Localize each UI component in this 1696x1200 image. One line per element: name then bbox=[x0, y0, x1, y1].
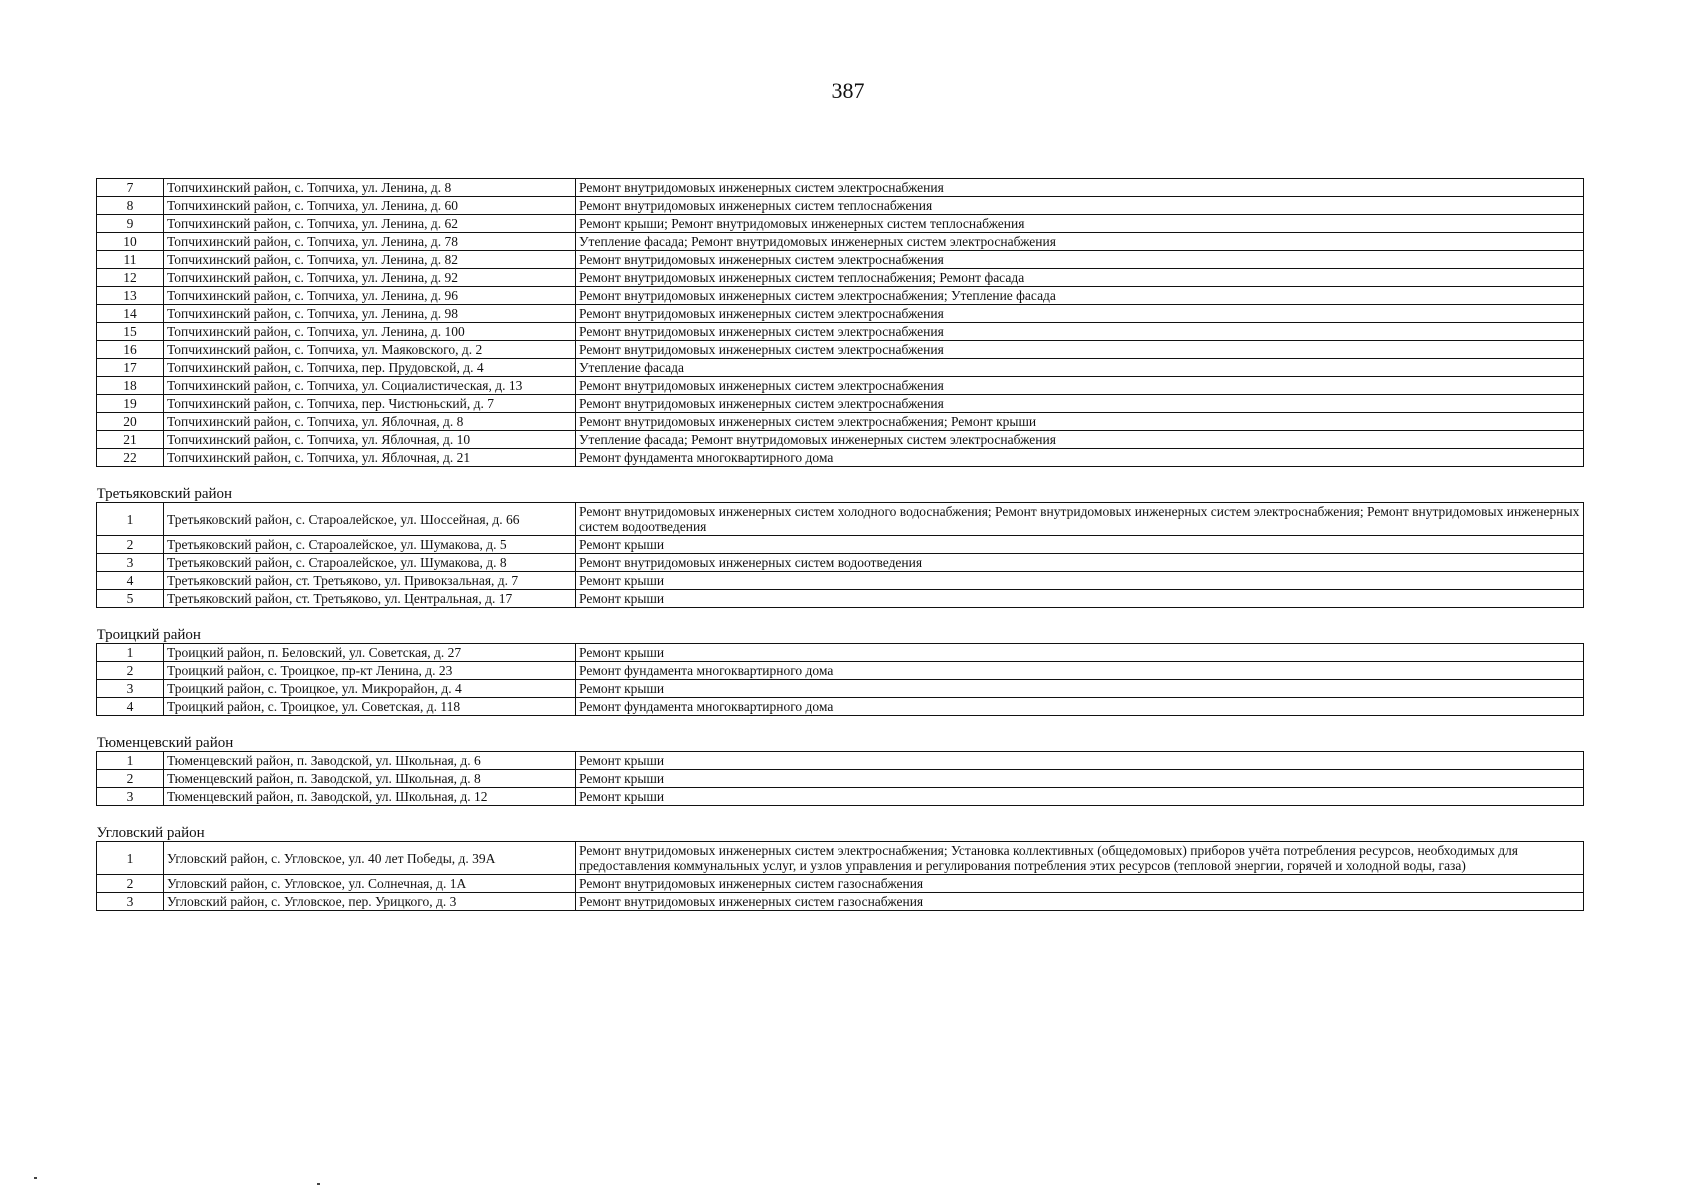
row-address: Топчихинский район, с. Топчиха, ул. Ленина, д. 98 bbox=[164, 305, 576, 323]
row-address: Угловский район, с. Угловское, ул. Солнечная, д. 1А bbox=[164, 875, 576, 893]
row-number: 8 bbox=[97, 197, 164, 215]
table-row bbox=[97, 536, 1584, 554]
row-work: Ремонт внутридомовых инженерных систем электроснабжения; Ремонт крыши bbox=[576, 413, 1584, 431]
row-address: Угловский район, с. Угловское, пер. Урицкого, д. 3 bbox=[164, 893, 576, 911]
row-number: 1 bbox=[97, 842, 164, 875]
row-address: Топчихинский район, с. Топчиха, пер. Прудовской, д. 4 bbox=[164, 359, 576, 377]
table-row bbox=[97, 893, 1584, 911]
row-address: Троицкий район, с. Троицкое, ул. Микрорайон, д. 4 bbox=[164, 680, 576, 698]
table-row bbox=[97, 680, 1584, 698]
row-address: Тюменцевский район, п. Заводской, ул. Школьная, д. 8 bbox=[164, 770, 576, 788]
row-address: Третьяковский район, ст. Третьяково, ул. Привокзальная, д. 7 bbox=[164, 572, 576, 590]
table-row bbox=[97, 572, 1584, 590]
table-row bbox=[97, 395, 1584, 413]
section-header-row bbox=[97, 608, 1584, 644]
scan-speck bbox=[34, 1177, 37, 1179]
section-header-row bbox=[97, 467, 1584, 503]
row-work: Утепление фасада; Ремонт внутридомовых инженерных систем электроснабжения bbox=[576, 431, 1584, 449]
row-work: Ремонт внутридомовых инженерных систем электроснабжения bbox=[576, 323, 1584, 341]
row-number: 12 bbox=[97, 269, 164, 287]
row-number: 10 bbox=[97, 233, 164, 251]
row-work: Ремонт крыши bbox=[576, 770, 1584, 788]
row-address: Троицкий район, с. Троицкое, ул. Советская, д. 118 bbox=[164, 698, 576, 716]
row-number: 11 bbox=[97, 251, 164, 269]
row-work: Ремонт крыши bbox=[576, 680, 1584, 698]
row-number: 3 bbox=[97, 893, 164, 911]
table-body bbox=[97, 179, 1584, 911]
table-row bbox=[97, 215, 1584, 233]
row-work: Ремонт внутридомовых инженерных систем электроснабжения bbox=[576, 341, 1584, 359]
row-work: Ремонт крыши bbox=[576, 572, 1584, 590]
table-row bbox=[97, 233, 1584, 251]
row-work: Ремонт крыши bbox=[576, 752, 1584, 770]
row-address: Топчихинский район, с. Топчиха, ул. Ленина, д. 100 bbox=[164, 323, 576, 341]
table-row bbox=[97, 698, 1584, 716]
row-work: Ремонт внутридомовых инженерных систем электроснабжения bbox=[576, 377, 1584, 395]
row-work: Ремонт внутридомовых инженерных систем теплоснабжения; Ремонт фасада bbox=[576, 269, 1584, 287]
row-work: Ремонт внутридомовых инженерных систем электроснабжения; Утепление фасада bbox=[576, 287, 1584, 305]
row-address: Тюменцевский район, п. Заводской, ул. Школьная, д. 12 bbox=[164, 788, 576, 806]
row-number: 3 bbox=[97, 554, 164, 572]
row-work: Утепление фасада; Ремонт внутридомовых инженерных систем электроснабжения bbox=[576, 233, 1584, 251]
row-work: Ремонт крыши bbox=[576, 788, 1584, 806]
row-number: 9 bbox=[97, 215, 164, 233]
row-work: Ремонт крыши; Ремонт внутридомовых инженерных систем теплоснабжения bbox=[576, 215, 1584, 233]
section-title: Третьяковский район bbox=[97, 467, 1584, 503]
table-row bbox=[97, 662, 1584, 680]
row-work: Ремонт внутридомовых инженерных систем электроснабжения bbox=[576, 251, 1584, 269]
table-row bbox=[97, 875, 1584, 893]
section-header-row bbox=[97, 716, 1584, 752]
row-address: Третьяковский район, с. Староалейское, ул. Шумакова, д. 8 bbox=[164, 554, 576, 572]
row-address: Третьяковский район, с. Староалейское, ул. Шоссейная, д. 66 bbox=[164, 503, 576, 536]
row-number: 16 bbox=[97, 341, 164, 359]
row-number: 4 bbox=[97, 572, 164, 590]
row-work: Ремонт внутридомовых инженерных систем электроснабжения bbox=[576, 179, 1584, 197]
row-number: 2 bbox=[97, 875, 164, 893]
row-work: Ремонт внутридомовых инженерных систем электроснабжения bbox=[576, 305, 1584, 323]
row-address: Топчихинский район, с. Топчиха, ул. Ленина, д. 62 bbox=[164, 215, 576, 233]
row-number: 1 bbox=[97, 752, 164, 770]
row-number: 17 bbox=[97, 359, 164, 377]
table-row bbox=[97, 305, 1584, 323]
row-address: Топчихинский район, с. Топчиха, ул. Ленина, д. 60 bbox=[164, 197, 576, 215]
section-title: Тюменцевский район bbox=[97, 716, 1584, 752]
row-work: Ремонт внутридомовых инженерных систем холодного водоснабжения; Ремонт внутридомовых инженерных систем электроснабжения; Ремонт внутридомовых инженерных систем водоотведения bbox=[576, 503, 1584, 536]
row-address: Третьяковский район, ст. Третьяково, ул. Центральная, д. 17 bbox=[164, 590, 576, 608]
row-work: Ремонт фундамента многоквартирного дома bbox=[576, 662, 1584, 680]
table-row bbox=[97, 251, 1584, 269]
table-row bbox=[97, 503, 1584, 536]
row-work: Ремонт внутридомовых инженерных систем газоснабжения bbox=[576, 875, 1584, 893]
table-row bbox=[97, 590, 1584, 608]
row-work: Ремонт крыши bbox=[576, 590, 1584, 608]
table-row bbox=[97, 413, 1584, 431]
row-address: Топчихинский район, с. Топчиха, ул. Яблочная, д. 21 bbox=[164, 449, 576, 467]
row-work: Ремонт крыши bbox=[576, 644, 1584, 662]
scan-speck bbox=[317, 1183, 320, 1185]
row-number: 4 bbox=[97, 698, 164, 716]
row-number: 14 bbox=[97, 305, 164, 323]
row-number: 3 bbox=[97, 680, 164, 698]
table-row bbox=[97, 644, 1584, 662]
table-row bbox=[97, 323, 1584, 341]
row-address: Третьяковский район, с. Староалейское, ул. Шумакова, д. 5 bbox=[164, 536, 576, 554]
table-row bbox=[97, 269, 1584, 287]
row-address: Топчихинский район, с. Топчиха, ул. Яблочная, д. 8 bbox=[164, 413, 576, 431]
section-title: Троицкий район bbox=[97, 608, 1584, 644]
row-number: 13 bbox=[97, 287, 164, 305]
row-address: Топчихинский район, с. Топчиха, ул. Ленина, д. 92 bbox=[164, 269, 576, 287]
table-row bbox=[97, 341, 1584, 359]
row-work: Ремонт внутридомовых инженерных систем электроснабжения bbox=[576, 395, 1584, 413]
page-number: 387 bbox=[831, 78, 865, 103]
row-work: Утепление фасада bbox=[576, 359, 1584, 377]
row-number: 15 bbox=[97, 323, 164, 341]
row-number: 7 bbox=[97, 179, 164, 197]
row-number: 1 bbox=[97, 503, 164, 536]
table-row bbox=[97, 788, 1584, 806]
row-work: Ремонт внутридомовых инженерных систем газоснабжения bbox=[576, 893, 1584, 911]
row-address: Топчихинский район, с. Топчиха, ул. Ленина, д. 82 bbox=[164, 251, 576, 269]
row-number: 19 bbox=[97, 395, 164, 413]
section-title: Угловский район bbox=[97, 806, 1584, 842]
row-address: Топчихинский район, с. Топчиха, ул. Маяковского, д. 2 bbox=[164, 341, 576, 359]
row-number: 20 bbox=[97, 413, 164, 431]
table-row bbox=[97, 752, 1584, 770]
table-row bbox=[97, 431, 1584, 449]
row-number: 2 bbox=[97, 536, 164, 554]
row-address: Угловский район, с. Угловское, ул. 40 лет Победы, д. 39А bbox=[164, 842, 576, 875]
row-address: Троицкий район, п. Беловский, ул. Советская, д. 27 bbox=[164, 644, 576, 662]
table-row bbox=[97, 842, 1584, 875]
row-work: Ремонт внутридомовых инженерных систем водоотведения bbox=[576, 554, 1584, 572]
row-work: Ремонт фундамента многоквартирного дома bbox=[576, 449, 1584, 467]
row-work: Ремонт внутридомовых инженерных систем теплоснабжения bbox=[576, 197, 1584, 215]
repair-table bbox=[96, 178, 1584, 911]
table-row bbox=[97, 770, 1584, 788]
row-number: 5 bbox=[97, 590, 164, 608]
row-number: 18 bbox=[97, 377, 164, 395]
row-address: Топчихинский район, с. Топчиха, ул. Ленина, д. 96 bbox=[164, 287, 576, 305]
table-row bbox=[97, 554, 1584, 572]
row-number: 22 bbox=[97, 449, 164, 467]
table-row bbox=[97, 287, 1584, 305]
row-number: 2 bbox=[97, 662, 164, 680]
row-work: Ремонт внутридомовых инженерных систем электроснабжения; Установка коллективных (общедомовых) приборов учёта потребления ресурсов, необходимых для предоставления коммунальных услуг, и узлов управления и регулирования потребления этих ресурсов (тепловой энергии, горячей и холодной воды, газа) bbox=[576, 842, 1584, 875]
table-row bbox=[97, 179, 1584, 197]
section-header-row bbox=[97, 806, 1584, 842]
table-row bbox=[97, 197, 1584, 215]
row-address: Топчихинский район, с. Топчиха, ул. Яблочная, д. 10 bbox=[164, 431, 576, 449]
table-row bbox=[97, 359, 1584, 377]
row-address: Топчихинский район, с. Топчиха, ул. Социалистическая, д. 13 bbox=[164, 377, 576, 395]
row-address: Тюменцевский район, п. Заводской, ул. Школьная, д. 6 bbox=[164, 752, 576, 770]
row-number: 2 bbox=[97, 770, 164, 788]
row-address: Топчихинский район, с. Топчиха, ул. Ленина, д. 78 bbox=[164, 233, 576, 251]
row-number: 1 bbox=[97, 644, 164, 662]
row-address: Топчихинский район, с. Топчиха, ул. Ленина, д. 8 bbox=[164, 179, 576, 197]
row-address: Троицкий район, с. Троицкое, пр-кт Ленина, д. 23 bbox=[164, 662, 576, 680]
table-row bbox=[97, 377, 1584, 395]
row-number: 21 bbox=[97, 431, 164, 449]
row-address: Топчихинский район, с. Топчиха, пер. Чистюньский, д. 7 bbox=[164, 395, 576, 413]
row-work: Ремонт крыши bbox=[576, 536, 1584, 554]
row-work: Ремонт фундамента многоквартирного дома bbox=[576, 698, 1584, 716]
row-number: 3 bbox=[97, 788, 164, 806]
table-row bbox=[97, 449, 1584, 467]
